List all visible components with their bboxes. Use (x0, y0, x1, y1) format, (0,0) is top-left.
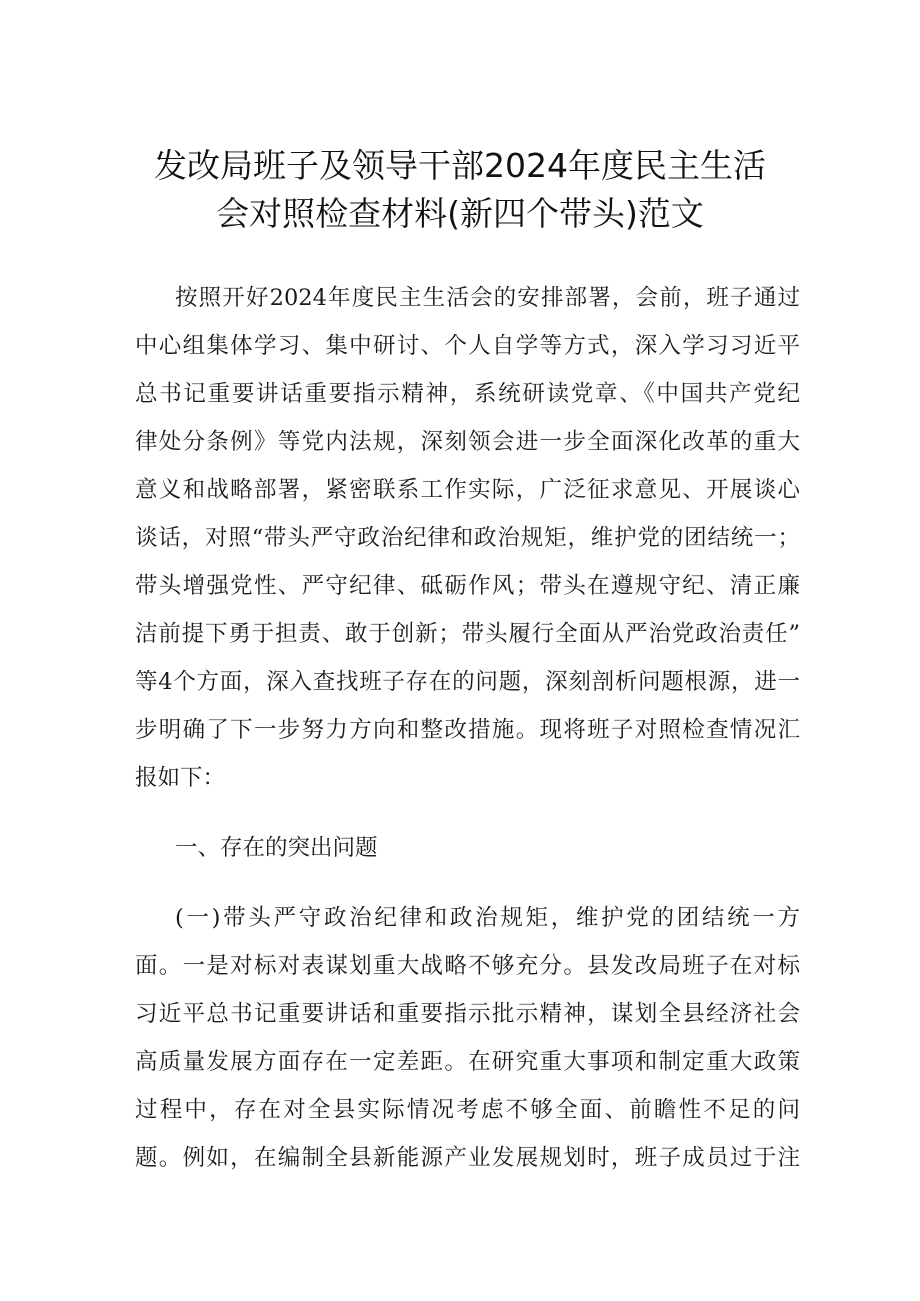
subsection-line: 习近平总书记重要讲话和重要指示批示精神，谋划全县经济社会 (135, 1001, 800, 1027)
intro-line: 洁前提下勇于担责、敢于创新；带头履行全面从严治党政治责任” (135, 621, 800, 647)
intro-line: 谈话，对照“带头严守政治纪律和政治规矩，维护党的团结统一； (135, 525, 800, 551)
intro-line: 意义和战略部署，紧密联系工作实际，广泛征求意见、开展谈心 (135, 477, 800, 503)
intro-line: 按照开好2024年度民主生活会的安排部署，会前，班子通过 (175, 285, 800, 311)
intro-line: 带头增强党性、严守纪律、砥砺作风；带头在遵规守纪、清正廉 (135, 573, 800, 599)
subsection-line: 题。例如，在编制全县新能源产业发展规划时，班子成员过于注 (135, 1145, 800, 1171)
intro-line: 律处分条例》等党内法规，深刻领会进一步全面深化改革的重大 (135, 429, 800, 455)
subsection-line: (一)带头严守政治纪律和政治规矩，维护党的团结统一方 (175, 905, 800, 931)
intro-line: 报如下： (135, 765, 226, 791)
subsection-line: 高质量发展方面存在一定差距。在研究重大事项和制定重大政策 (135, 1049, 800, 1075)
subsection-line: 过程中，存在对全县实际情况考虑不够全面、前瞻性不足的问 (135, 1097, 800, 1123)
intro-line: 中心组集体学习、集中研讨、个人自学等方式，深入学习习近平 (135, 333, 800, 359)
intro-line: 等4个方面，深入查找班子存在的问题，深刻剖析问题根源，进一 (135, 669, 800, 695)
subsection-line: 面。一是对标对表谋划重大战略不够充分。县发改局班子在对标 (135, 953, 800, 979)
section-heading: 一、存在的突出问题 (175, 835, 378, 861)
document-title-line-1: 发改局班子及领导干部2024年度民主生活 (154, 146, 766, 185)
intro-line: 步明确了下一步努力方向和整改措施。现将班子对照检查情况汇 (135, 717, 800, 743)
document-title-line-2: 会对照检查材料(新四个带头)范文 (216, 194, 704, 233)
intro-line: 总书记重要讲话重要指示精神，系统研读党章、《中国共产党纪 (135, 381, 800, 407)
